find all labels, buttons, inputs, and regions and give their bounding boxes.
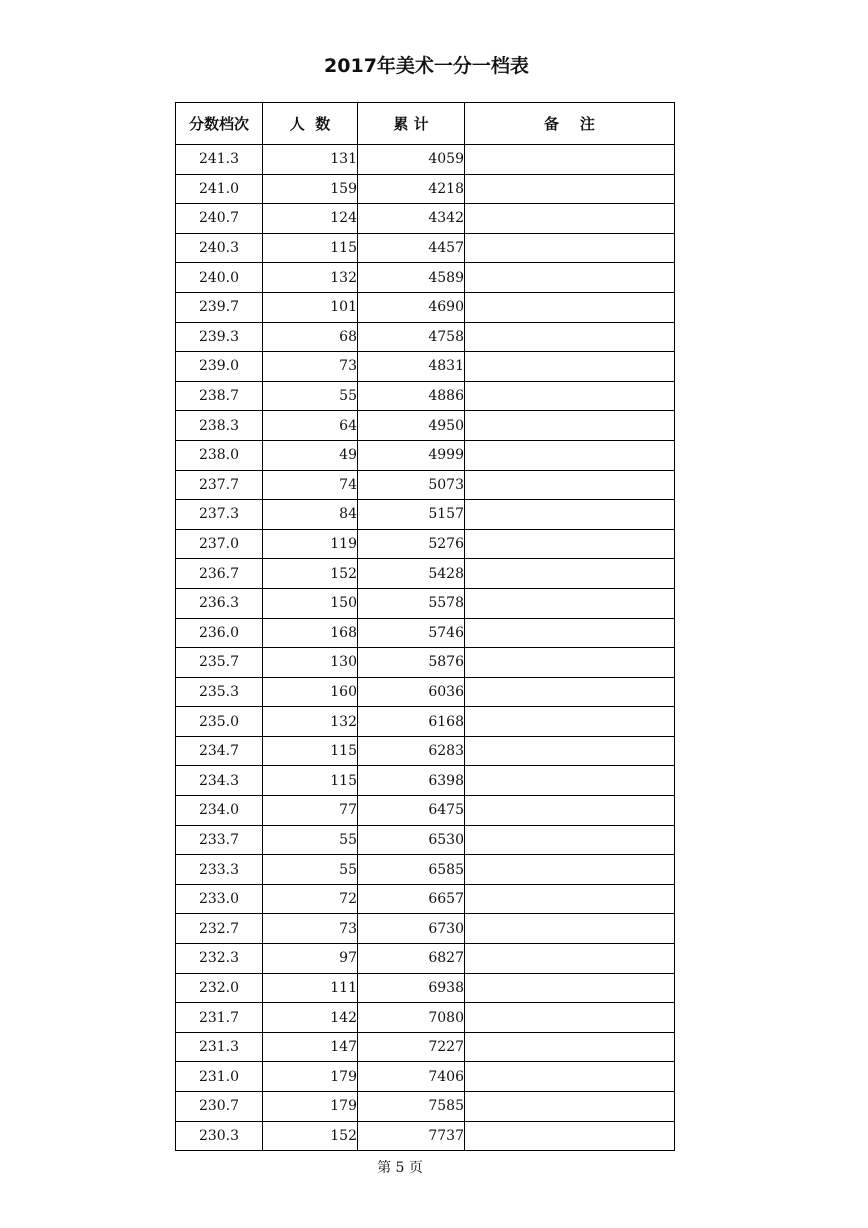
page-title: 2017年美术一分一档表 — [324, 55, 529, 77]
cell-score: 240.0 — [176, 263, 263, 293]
table-row — [176, 796, 675, 826]
cell-cum: 6657 — [358, 884, 465, 914]
cell-note — [465, 884, 675, 914]
cell-cum: 5073 — [358, 470, 465, 500]
cell-note — [465, 1121, 675, 1151]
cell-score: 240.7 — [176, 204, 263, 234]
cell-count: 115 — [263, 233, 358, 263]
cell-note — [465, 470, 675, 500]
cell-cum: 5276 — [358, 529, 465, 559]
cell-note — [465, 588, 675, 618]
cell-count: 152 — [263, 559, 358, 589]
cell-cum: 6475 — [358, 796, 465, 826]
cell-score: 239.3 — [176, 322, 263, 352]
cell-count: 147 — [263, 1032, 358, 1062]
table-row — [176, 559, 675, 589]
cell-note — [465, 529, 675, 559]
cell-score: 236.3 — [176, 588, 263, 618]
cell-score: 236.7 — [176, 559, 263, 589]
cell-cum: 6398 — [358, 766, 465, 796]
cell-note — [465, 855, 675, 885]
cell-score: 237.0 — [176, 529, 263, 559]
cell-count: 132 — [263, 707, 358, 737]
table-row — [176, 352, 675, 382]
cell-count: 168 — [263, 618, 358, 648]
cell-cum: 5157 — [358, 500, 465, 530]
cell-cum: 5428 — [358, 559, 465, 589]
cell-cum: 4758 — [358, 322, 465, 352]
table-row — [176, 233, 675, 263]
header-score: 分数档次 — [176, 103, 263, 145]
cell-score: 232.0 — [176, 973, 263, 1003]
cell-cum: 7406 — [358, 1062, 465, 1092]
cell-score: 239.7 — [176, 292, 263, 322]
cell-count: 55 — [263, 855, 358, 885]
cell-score: 238.0 — [176, 440, 263, 470]
table-row — [176, 322, 675, 352]
cell-count: 97 — [263, 944, 358, 974]
cell-count: 111 — [263, 973, 358, 1003]
table-row — [176, 677, 675, 707]
cell-score: 230.3 — [176, 1121, 263, 1151]
cell-note — [465, 1003, 675, 1033]
cell-score: 233.7 — [176, 825, 263, 855]
cell-count: 73 — [263, 352, 358, 382]
cell-note — [465, 263, 675, 293]
table-row — [176, 648, 675, 678]
cell-score: 234.7 — [176, 736, 263, 766]
cell-cum: 7737 — [358, 1121, 465, 1151]
header-count: 人 数 — [263, 103, 358, 145]
cell-note — [465, 381, 675, 411]
cell-note — [465, 233, 675, 263]
cell-count: 73 — [263, 914, 358, 944]
cell-note — [465, 825, 675, 855]
cell-cum: 6530 — [358, 825, 465, 855]
cell-score: 235.3 — [176, 677, 263, 707]
cell-cum: 6283 — [358, 736, 465, 766]
cell-cum: 5578 — [358, 588, 465, 618]
table-row — [176, 292, 675, 322]
table-row — [176, 411, 675, 441]
table-row — [176, 855, 675, 885]
cell-cum: 4589 — [358, 263, 465, 293]
cell-cum: 6585 — [358, 855, 465, 885]
table-row — [176, 588, 675, 618]
cell-count: 152 — [263, 1121, 358, 1151]
cell-note — [465, 322, 675, 352]
cell-note — [465, 411, 675, 441]
table-row — [176, 944, 675, 974]
header-note: 备 注 — [465, 103, 675, 145]
score-table — [175, 102, 675, 1151]
cell-count: 130 — [263, 648, 358, 678]
cell-count: 84 — [263, 500, 358, 530]
cell-note — [465, 736, 675, 766]
cell-count: 74 — [263, 470, 358, 500]
cell-count: 68 — [263, 322, 358, 352]
cell-cum: 4950 — [358, 411, 465, 441]
cell-score: 231.0 — [176, 1062, 263, 1092]
cell-cum: 6036 — [358, 677, 465, 707]
cell-cum: 6827 — [358, 944, 465, 974]
cell-count: 142 — [263, 1003, 358, 1033]
cell-cum: 4059 — [358, 145, 465, 175]
table-row — [176, 618, 675, 648]
table-row — [176, 1032, 675, 1062]
cell-note — [465, 973, 675, 1003]
cell-note — [465, 145, 675, 175]
table-row — [176, 825, 675, 855]
cell-note — [465, 1032, 675, 1062]
cell-note — [465, 1092, 675, 1122]
cell-cum: 4690 — [358, 292, 465, 322]
table-row — [176, 884, 675, 914]
cell-score: 239.0 — [176, 352, 263, 382]
table-row — [176, 1092, 675, 1122]
cell-score: 232.7 — [176, 914, 263, 944]
cell-count: 150 — [263, 588, 358, 618]
cell-cum: 4218 — [358, 174, 465, 204]
cell-cum: 4886 — [358, 381, 465, 411]
cell-cum: 5876 — [358, 648, 465, 678]
table-row — [176, 204, 675, 234]
table-row — [176, 914, 675, 944]
cell-note — [465, 648, 675, 678]
cell-score: 238.3 — [176, 411, 263, 441]
cell-count: 179 — [263, 1092, 358, 1122]
cell-note — [465, 352, 675, 382]
cell-count: 64 — [263, 411, 358, 441]
cell-score: 237.3 — [176, 500, 263, 530]
header-cumulative: 累 计 — [358, 103, 465, 145]
cell-count: 101 — [263, 292, 358, 322]
cell-cum: 6168 — [358, 707, 465, 737]
cell-note — [465, 618, 675, 648]
cell-score: 231.7 — [176, 1003, 263, 1033]
cell-score: 235.7 — [176, 648, 263, 678]
cell-note — [465, 677, 675, 707]
cell-count: 55 — [263, 381, 358, 411]
cell-cum: 4999 — [358, 440, 465, 470]
cell-note — [465, 707, 675, 737]
cell-count: 49 — [263, 440, 358, 470]
cell-note — [465, 914, 675, 944]
cell-count: 72 — [263, 884, 358, 914]
cell-note — [465, 440, 675, 470]
cell-count: 115 — [263, 736, 358, 766]
cell-cum: 4831 — [358, 352, 465, 382]
table-row — [176, 1062, 675, 1092]
cell-cum: 7227 — [358, 1032, 465, 1062]
table-row — [176, 145, 675, 175]
cell-score: 240.3 — [176, 233, 263, 263]
cell-cum: 5746 — [358, 618, 465, 648]
cell-score: 233.0 — [176, 884, 263, 914]
cell-count: 55 — [263, 825, 358, 855]
table-row — [176, 381, 675, 411]
cell-score: 234.0 — [176, 796, 263, 826]
cell-score: 241.0 — [176, 174, 263, 204]
cell-count: 160 — [263, 677, 358, 707]
table-row — [176, 973, 675, 1003]
cell-count: 124 — [263, 204, 358, 234]
table-row — [176, 470, 675, 500]
cell-score: 236.0 — [176, 618, 263, 648]
cell-note — [465, 500, 675, 530]
cell-count: 131 — [263, 145, 358, 175]
cell-score: 241.3 — [176, 145, 263, 175]
cell-score: 233.3 — [176, 855, 263, 885]
table-row — [176, 766, 675, 796]
cell-note — [465, 174, 675, 204]
cell-cum: 7080 — [358, 1003, 465, 1033]
table-row — [176, 263, 675, 293]
cell-score: 238.7 — [176, 381, 263, 411]
cell-cum: 7585 — [358, 1092, 465, 1122]
table-row — [176, 1121, 675, 1151]
cell-score: 237.7 — [176, 470, 263, 500]
cell-note — [465, 292, 675, 322]
table-row — [176, 529, 675, 559]
cell-score: 231.3 — [176, 1032, 263, 1062]
cell-count: 77 — [263, 796, 358, 826]
cell-score: 232.3 — [176, 944, 263, 974]
table-body — [176, 145, 675, 1151]
page-number: 第 5 页 — [377, 1160, 423, 1176]
cell-note — [465, 1062, 675, 1092]
table-row — [176, 1003, 675, 1033]
cell-cum: 6938 — [358, 973, 465, 1003]
table-row — [176, 707, 675, 737]
cell-score: 235.0 — [176, 707, 263, 737]
cell-count: 179 — [263, 1062, 358, 1092]
cell-score: 230.7 — [176, 1092, 263, 1122]
cell-cum: 4457 — [358, 233, 465, 263]
table-row — [176, 736, 675, 766]
table-header-row — [176, 103, 675, 145]
cell-note — [465, 944, 675, 974]
table-row — [176, 174, 675, 204]
cell-note — [465, 559, 675, 589]
cell-score: 234.3 — [176, 766, 263, 796]
cell-count: 132 — [263, 263, 358, 293]
cell-count: 159 — [263, 174, 358, 204]
cell-note — [465, 766, 675, 796]
cell-cum: 6730 — [358, 914, 465, 944]
cell-count: 119 — [263, 529, 358, 559]
cell-cum: 4342 — [358, 204, 465, 234]
cell-note — [465, 204, 675, 234]
table-row — [176, 440, 675, 470]
cell-note — [465, 796, 675, 826]
cell-count: 115 — [263, 766, 358, 796]
table-row — [176, 500, 675, 530]
